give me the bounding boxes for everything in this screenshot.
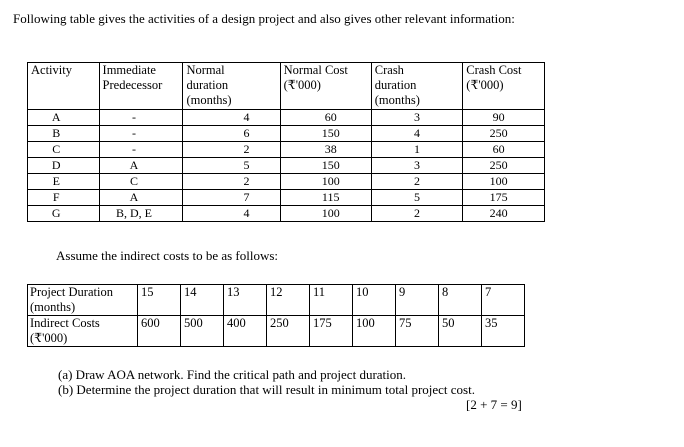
table-cell: 3 (371, 158, 463, 174)
table-cell: 100 (280, 206, 371, 222)
table-cell: 90 (463, 110, 545, 126)
table-cell: 4 (183, 110, 280, 126)
table-cell: 3 (371, 110, 463, 126)
table-cell: C (99, 174, 183, 190)
header-line: duration (374, 78, 417, 92)
indirect-cost-table (27, 284, 525, 347)
duration-cell: 12 (267, 285, 310, 316)
activity-table (27, 62, 545, 222)
table-cell: 5 (371, 190, 463, 206)
table-cell: G (28, 206, 100, 222)
table-cell: 250 (463, 126, 545, 142)
table-cell: - (99, 142, 183, 158)
table-cell: 150 (280, 126, 371, 142)
activity-table-header (28, 63, 545, 110)
table-cell: C (28, 142, 100, 158)
table-row (28, 174, 545, 190)
table-row (28, 190, 545, 206)
duration-cell: 13 (224, 285, 267, 316)
table-cell: B (28, 126, 100, 142)
duration-row (28, 285, 525, 316)
header-line: Normal Cost (283, 63, 348, 77)
table-cell: 100 (280, 174, 371, 190)
table-cell: 4 (371, 126, 463, 142)
table-cell: 6 (183, 126, 280, 142)
table-cell: 2 (371, 174, 463, 190)
cost-cell: 250 (267, 316, 310, 347)
activity-table-body (28, 110, 545, 222)
table-cell: 7 (183, 190, 280, 206)
label-line: Project Duration (30, 285, 113, 299)
question-a: (a) Draw AOA network. Find the critical path and project duration. (58, 367, 407, 382)
cost-cell: 35 (482, 316, 525, 347)
table-cell: D (28, 158, 100, 174)
label-line: Indirect Costs (30, 316, 100, 330)
table-cell: B, D, E (99, 206, 183, 222)
header-line: Crash Cost (466, 63, 522, 77)
table-cell: 60 (280, 110, 371, 126)
header-line: Predecessor (102, 78, 163, 92)
table-cell: 150 (280, 158, 371, 174)
table-cell: 1 (371, 142, 463, 158)
header-line: duration (186, 78, 229, 92)
table-cell: - (99, 110, 183, 126)
header-line: Normal (186, 63, 225, 77)
header-crash-duration (371, 63, 463, 110)
duration-cell: 8 (439, 285, 482, 316)
intro-text: Following table gives the activities of a design project and also gives other relevant information: (13, 11, 515, 26)
duration-cell: 11 (310, 285, 353, 316)
header-line: (₹'000) (466, 78, 504, 92)
table-cell: 2 (183, 174, 280, 190)
table-cell: 4 (183, 206, 280, 222)
assume-text: Assume the indirect costs to be as follows: (56, 248, 279, 263)
table-cell: 2 (183, 142, 280, 158)
header-normal-duration (183, 63, 280, 110)
header-normal-cost (280, 63, 371, 110)
table-cell: 38 (280, 142, 371, 158)
table-cell: 100 (463, 174, 545, 190)
header-line: (months) (186, 93, 232, 107)
marks: [2 + 7 = 9] (466, 397, 522, 412)
cost-cell: 500 (181, 316, 224, 347)
duration-cell: 9 (396, 285, 439, 316)
duration-cell: 14 (181, 285, 224, 316)
label-line: (₹'000) (30, 331, 68, 345)
header-line: (₹'000) (283, 78, 321, 92)
duration-cell: 7 (482, 285, 525, 316)
header-line: Activity (31, 63, 72, 77)
cost-cell: 400 (224, 316, 267, 347)
duration-label-cell (28, 285, 138, 316)
questions (58, 367, 475, 397)
header-line: Crash (374, 63, 404, 77)
table-row (28, 142, 545, 158)
header-crash-cost (463, 63, 545, 110)
table-cell: 175 (463, 190, 545, 206)
header-predecessor (99, 63, 183, 110)
header-activity (28, 63, 100, 110)
cost-cell: 100 (353, 316, 396, 347)
question-b: (b) Determine the project duration that will result in minimum total project cost. (58, 382, 475, 397)
table-row (28, 110, 545, 126)
cost-cell: 50 (439, 316, 482, 347)
table-cell: 2 (371, 206, 463, 222)
table-cell: 240 (463, 206, 545, 222)
table-cell: 5 (183, 158, 280, 174)
table-row (28, 206, 545, 222)
table-cell: A (28, 110, 100, 126)
table-cell: A (99, 190, 183, 206)
cost-cell: 600 (138, 316, 181, 347)
table-cell: F (28, 190, 100, 206)
duration-cell: 15 (138, 285, 181, 316)
table-cell: E (28, 174, 100, 190)
table-cell: 115 (280, 190, 371, 206)
table-cell: 60 (463, 142, 545, 158)
label-line: (months) (30, 300, 76, 314)
header-line: Immediate (102, 63, 156, 77)
table-row (28, 158, 545, 174)
cost-row (28, 316, 525, 347)
cost-cell: 175 (310, 316, 353, 347)
cost-label-cell (28, 316, 138, 347)
table-row (28, 126, 545, 142)
table-cell: 250 (463, 158, 545, 174)
duration-cell: 10 (353, 285, 396, 316)
header-line: (months) (374, 93, 420, 107)
cost-cell: 75 (396, 316, 439, 347)
table-cell: A (99, 158, 183, 174)
table-cell: - (99, 126, 183, 142)
